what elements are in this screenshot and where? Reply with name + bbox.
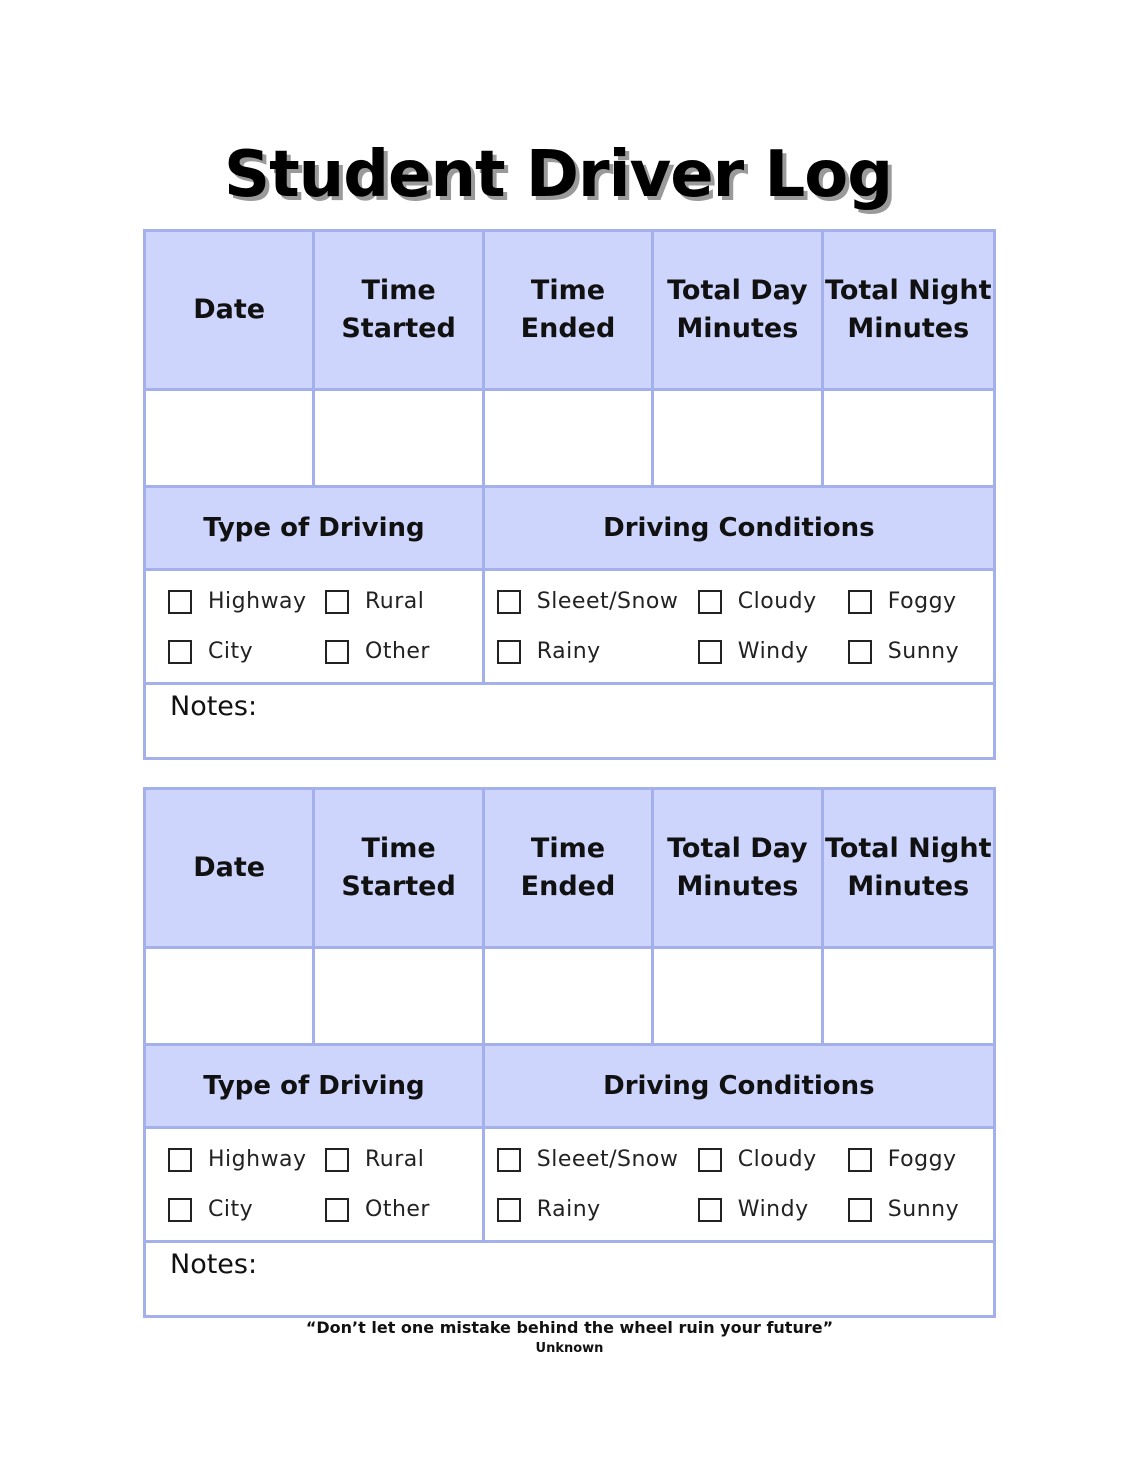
time-ended-header: Time Ended [485,790,654,946]
foggy-option[interactable] [848,1145,988,1175]
option-label: Other [365,639,430,664]
checkbox[interactable] [698,1198,722,1222]
option-label: Windy [737,1197,809,1222]
other-option[interactable] [325,637,465,667]
date-field[interactable] [146,949,315,1043]
option-label: City [208,639,254,664]
checkbox[interactable] [497,590,521,614]
driver-log-2 [143,787,996,1318]
total-night-minutes-header: Total Night Minutes [825,833,992,902]
checkbox[interactable] [325,590,349,614]
sleet-snow-option[interactable] [497,1145,698,1175]
type-of-driving-options [146,571,485,682]
time-ended-field[interactable] [485,949,654,1043]
foggy-option[interactable] [848,587,988,617]
section-header-row [146,1046,993,1129]
total-day-minutes-field[interactable] [654,949,823,1043]
checkbox[interactable] [168,590,192,614]
option-label: Rural [365,589,425,614]
checkbox[interactable] [325,1198,349,1222]
option-label: Foggy [887,1147,957,1172]
notes-label: Notes: [170,691,258,722]
type-of-driving-header: Type of Driving [146,488,485,568]
checkbox[interactable] [325,640,349,664]
option-label: Sleeet/Snow [536,1147,679,1172]
option-label: Cloudy [737,1147,817,1172]
highway-option[interactable] [168,1145,325,1175]
log-entry-row [146,949,993,1046]
checkbox[interactable] [168,1148,192,1172]
time-started-field[interactable] [315,391,484,485]
driving-conditions-header: Driving Conditions [603,1071,875,1101]
option-label: Highway [208,1147,307,1172]
cloudy-option[interactable] [698,1145,848,1175]
checkbox[interactable] [848,640,872,664]
driver-log-1 [143,229,996,760]
options-row [146,1129,993,1243]
checkbox[interactable] [698,640,722,664]
log-header-row [146,232,993,391]
time-ended-field[interactable] [485,391,654,485]
checkbox[interactable] [168,1198,192,1222]
time-started-header: Time Started [315,232,484,388]
rural-option[interactable] [325,587,465,617]
page-title: Student Driver Log [223,138,893,212]
sunny-option[interactable] [848,637,988,667]
date-header: Date [146,790,315,946]
checkbox[interactable] [698,590,722,614]
driving-conditions-header: Driving Conditions [603,513,875,543]
time-ended-header: Time Ended [485,232,654,388]
log-header-row [146,790,993,949]
sleet-snow-option[interactable] [497,587,698,617]
time-started-field[interactable] [315,949,484,1043]
checkbox[interactable] [168,640,192,664]
total-night-minutes-field[interactable] [824,391,993,485]
notes-row [146,685,993,757]
windy-option[interactable] [698,637,848,667]
checkbox[interactable] [848,590,872,614]
option-label: Sleeet/Snow [536,589,679,614]
option-label: Cloudy [737,589,817,614]
option-label: Rainy [536,639,601,664]
total-day-minutes-field[interactable] [654,391,823,485]
option-label: Highway [208,589,307,614]
checkbox[interactable] [497,1198,521,1222]
option-label: Rainy [536,1197,601,1222]
notes-row [146,1243,993,1315]
option-label: Rural [365,1147,425,1172]
options-row [146,571,993,685]
quote-author: Unknown [535,1341,604,1356]
notes-field[interactable] [146,685,993,757]
total-day-minutes-header: Total Day Minutes [654,232,823,388]
option-label: Foggy [887,589,957,614]
date-header: Date [146,232,315,388]
section-header-row [146,488,993,571]
time-started-header: Time Started [315,790,484,946]
date-field[interactable] [146,391,315,485]
city-option[interactable] [168,637,325,667]
checkbox[interactable] [698,1148,722,1172]
city-option[interactable] [168,1195,325,1225]
type-of-driving-options [146,1129,485,1240]
sunny-option[interactable] [848,1195,988,1225]
checkbox[interactable] [497,1148,521,1172]
rainy-option[interactable] [497,637,698,667]
log-entry-row [146,391,993,488]
rainy-option[interactable] [497,1195,698,1225]
notes-field[interactable] [146,1243,993,1315]
cloudy-option[interactable] [698,587,848,617]
total-night-minutes-field[interactable] [824,949,993,1043]
notes-label: Notes: [170,1249,258,1280]
checkbox[interactable] [848,1148,872,1172]
total-day-minutes-header: Total Day Minutes [654,790,823,946]
option-label: Sunny [887,639,960,664]
driving-conditions-options [485,1129,993,1240]
checkbox[interactable] [325,1148,349,1172]
type-of-driving-header: Type of Driving [146,1046,485,1126]
total-night-minutes-header: Total Night Minutes [825,275,992,344]
checkbox[interactable] [497,640,521,664]
other-option[interactable] [325,1195,465,1225]
quote-text: “Don’t let one mistake behind the wheel ruin your future” [305,1318,834,1337]
windy-option[interactable] [698,1195,848,1225]
rural-option[interactable] [325,1145,465,1175]
highway-option[interactable] [168,587,325,617]
driving-conditions-options [485,571,993,682]
option-label: Sunny [887,1197,960,1222]
option-label: Other [365,1197,430,1222]
option-label: Windy [737,639,809,664]
checkbox[interactable] [848,1198,872,1222]
option-label: City [208,1197,254,1222]
